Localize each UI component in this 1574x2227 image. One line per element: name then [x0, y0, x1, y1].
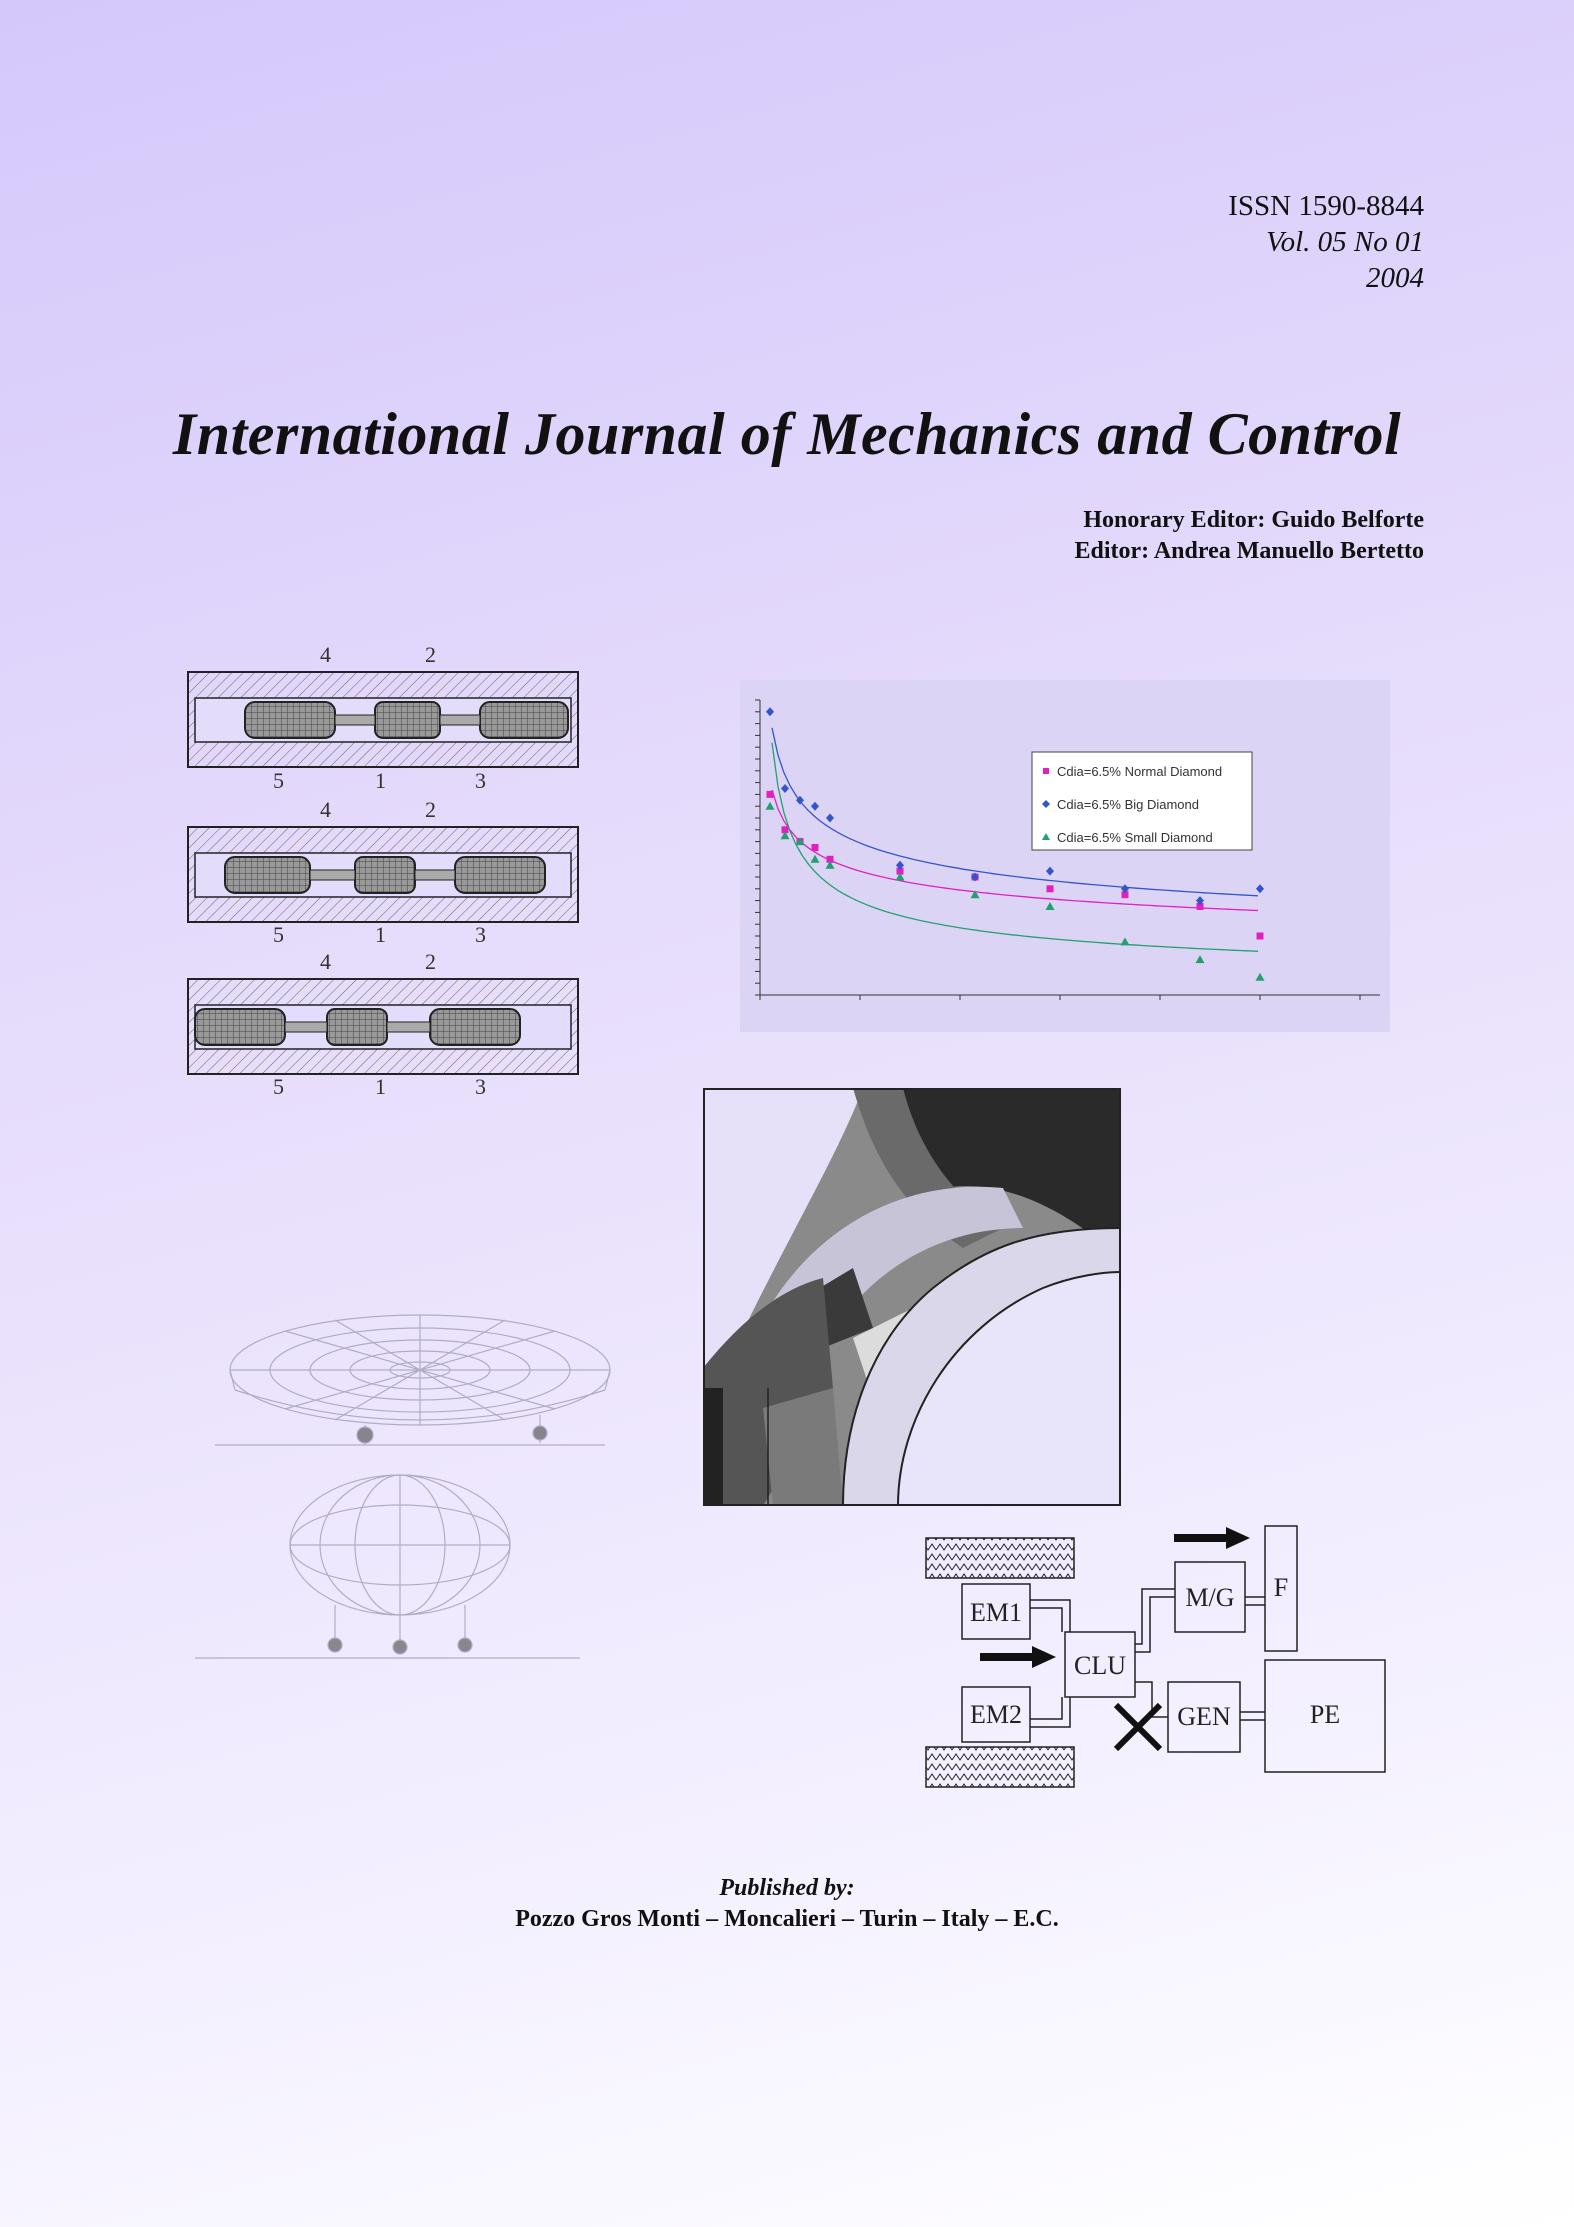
chart-background — [740, 680, 1390, 1032]
em2-label: EM2 — [970, 1700, 1022, 1729]
published-by: Published by: — [719, 1875, 855, 1901]
airship-top-view — [215, 1315, 610, 1445]
valve1-label-3: 3 — [475, 768, 486, 793]
f-label: F — [1273, 1573, 1289, 1602]
valve-3 — [188, 979, 578, 1074]
chart-legend — [1032, 752, 1252, 850]
cross-icon — [1116, 1705, 1160, 1749]
clu-label: CLU — [1074, 1651, 1126, 1680]
legend-label-series-2: Cdia=6.5% Big Diamond — [1057, 797, 1199, 812]
valve1-label-4: 4 — [320, 642, 331, 667]
publisher-address: Pozzo Gros Monti – Moncalieri – Turin – Italy – E.C. — [515, 1906, 1059, 1932]
gen-label: GEN — [1177, 1702, 1231, 1731]
volume: Vol. 05 No 01 — [1266, 226, 1424, 258]
legend-label-series-1: Cdia=6.5% Normal Diamond — [1057, 764, 1223, 779]
valve3-label-3: 3 — [475, 1074, 486, 1099]
bottom-hatched-block — [926, 1747, 1074, 1787]
point-series-1 — [812, 844, 819, 851]
journal-title: International Journal of Mechanics and Control — [172, 401, 1402, 467]
valve-2 — [188, 827, 578, 922]
valve3-label-4: 4 — [320, 949, 331, 974]
point-series-1 — [1257, 933, 1264, 940]
valve2-label-3: 3 — [475, 922, 486, 947]
legend-marker-series-1 — [1043, 768, 1049, 774]
valve2-label-5: 5 — [273, 922, 284, 947]
airship-side-view — [195, 1475, 580, 1658]
valve1-label-1: 1 — [375, 768, 386, 793]
legend-label-series-3: Cdia=6.5% Small Diamond — [1057, 830, 1213, 845]
valve-1 — [188, 672, 578, 767]
point-series-1 — [767, 791, 774, 798]
valve2-label-4: 4 — [320, 797, 331, 822]
point-series-1 — [1047, 885, 1054, 892]
pe-label: PE — [1309, 1700, 1341, 1729]
valve2-label-2: 2 — [425, 797, 436, 822]
mg-label: M/G — [1185, 1583, 1235, 1612]
powertrain-diagram — [920, 1522, 1390, 1792]
valve3-label-5: 5 — [273, 1074, 284, 1099]
arrow-right-icon — [980, 1646, 1056, 1668]
editor: Editor: Andrea Manuello Bertetto — [1074, 538, 1424, 564]
honorary-editor: Honorary Editor: Guido Belforte — [1083, 507, 1424, 533]
valve2-label-1: 1 — [375, 922, 386, 947]
publisher-info — [0, 1873, 1574, 1935]
issue-info — [1228, 188, 1424, 296]
arrow-right-icon — [1174, 1527, 1250, 1549]
fem-stress-image — [703, 1088, 1121, 1506]
issn: ISSN 1590-8844 — [1228, 190, 1424, 222]
valve1-label-2: 2 — [425, 642, 436, 667]
valve3-label-2: 2 — [425, 949, 436, 974]
em1-label: EM1 — [970, 1598, 1022, 1627]
year: 2004 — [1366, 262, 1424, 294]
valve-figure — [185, 640, 585, 1100]
valve1-label-5: 5 — [273, 768, 284, 793]
airship-figure — [195, 1265, 615, 1675]
valve3-label-1: 1 — [375, 1074, 386, 1099]
editors — [1074, 505, 1424, 567]
scatter-chart — [740, 680, 1390, 1032]
top-hatched-block — [926, 1538, 1074, 1578]
